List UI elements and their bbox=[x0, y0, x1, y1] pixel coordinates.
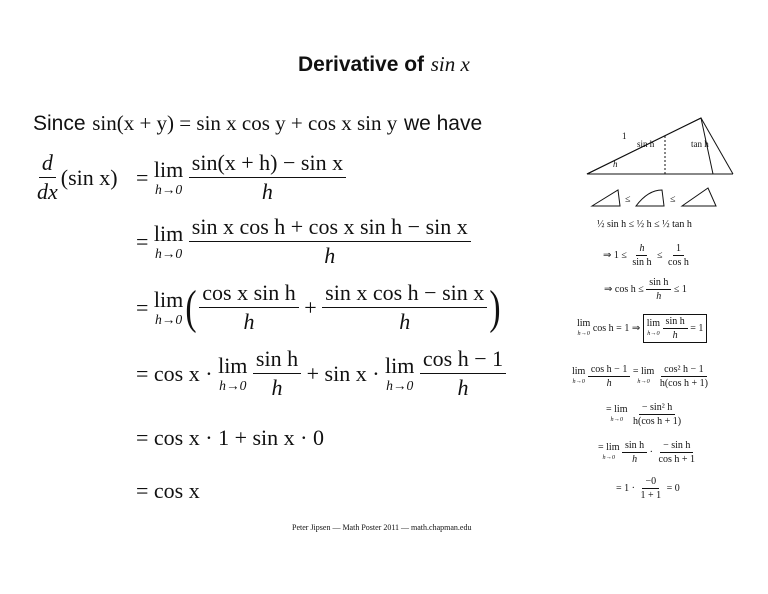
step-6: = cos x bbox=[136, 478, 200, 503]
step1-fraction: $\frac{\text{sin(x + h) − sin x}}{h}$ bbox=[189, 150, 346, 205]
unit-circle-triangle-diagram bbox=[585, 114, 735, 178]
intro-we-have: we have bbox=[403, 112, 483, 135]
le-sign-2: ≤ bbox=[670, 194, 676, 205]
footer-credit: Peter Jipsen — Math Poster 2011 — math.chapman.edu bbox=[292, 523, 472, 532]
lim-operator: lim h→0 bbox=[153, 156, 184, 197]
cos-limit-line-3: = lim h→0 $\frac{\text{sin h}}{h}$ · $\frac{\text{− sin h}}{\text{cos h + 1}}$ bbox=[598, 440, 695, 465]
area-shapes bbox=[590, 186, 720, 208]
step2-fraction: $\frac{\text{sin x cos h + cos x sin h − sin x}}{h}$ bbox=[189, 214, 471, 269]
eq-sign: = bbox=[136, 228, 149, 254]
inequality-2: ⇒ 1 ≤ $\frac{h}{\text{sin h}}$ ≤ $\frac{1}{\text{cos h}}$ bbox=[603, 243, 689, 268]
eq-sign: = bbox=[136, 164, 149, 190]
left-paren: ( bbox=[185, 280, 197, 334]
lhs-den: dx bbox=[37, 179, 58, 204]
lim-operator: lim h→0 bbox=[153, 220, 184, 261]
page-title bbox=[298, 52, 470, 77]
intro-identity: sin(x + y) = sin x cos y + cos x sin y bbox=[92, 111, 398, 135]
lim-operator: lim h→0 bbox=[385, 352, 415, 393]
step4-fraction-a: $\frac{\text{sin h}}{h}$ bbox=[253, 346, 301, 401]
step-2 bbox=[136, 214, 471, 269]
cos-limit-line-2: = lim h→0 $\frac{\text{− sin² h}}{\text{h(cos h + 1)}}$ bbox=[606, 402, 682, 427]
eq-sign: = bbox=[136, 360, 149, 386]
title-math: sin x bbox=[430, 52, 470, 76]
inequality-3: ⇒ cos h ≤ $\frac{\text{sin h}}{h}$ ≤ 1 bbox=[604, 277, 687, 302]
derivative-lhs bbox=[34, 150, 118, 205]
tri-label-hyp: 1 bbox=[622, 131, 627, 141]
step3-fraction-a: $\frac{\text{cos x sin h}}{h}$ bbox=[199, 280, 299, 335]
large-triangle bbox=[682, 188, 716, 206]
step-3: = lim h→0 ( $\frac{\text{cos x sin h}}{h}$ + $\frac{\text{sin x cos h − sin x}}{h}$ ) bbox=[136, 280, 501, 334]
lhs-num: d bbox=[39, 150, 56, 178]
le-sign-1: ≤ bbox=[625, 194, 631, 205]
lhs-tail: (sin x) bbox=[60, 164, 118, 190]
tri-label-angle: h bbox=[613, 159, 618, 169]
tri-label-opp: sin h bbox=[637, 139, 655, 149]
sector-shape bbox=[636, 190, 664, 206]
step4-fraction-b: $\frac{\text{cos h − 1}}{h}$ bbox=[420, 346, 506, 401]
lim-operator: lim h→0 bbox=[153, 286, 184, 327]
intro-since: Since bbox=[33, 112, 86, 135]
tri-label-tan: tan h bbox=[691, 139, 709, 149]
step-5: = cos x · 1 + sin x · 0 bbox=[136, 425, 324, 450]
eq-sign: = bbox=[136, 294, 149, 320]
step-4: = cos x · lim h→0 $\frac{\text{sin h}}{h}$ + sin x · lim h→0 $\frac{\text{cos h − 1}}{h}$ bbox=[136, 346, 506, 401]
lim-operator: lim h→0 bbox=[218, 352, 248, 393]
lhs-fraction bbox=[34, 150, 61, 205]
cos-limit-line-4: = 1 · $\frac{-0}{1 + 1}$ = 0 bbox=[616, 476, 680, 501]
step3-fraction-b: $\frac{\text{sin x cos h − sin x}}{h}$ bbox=[322, 280, 487, 335]
title-text: Derivative of bbox=[298, 53, 425, 76]
intro-line bbox=[33, 111, 482, 136]
area-inequality: ½ sin h ≤ ½ h ≤ ½ tan h bbox=[597, 219, 692, 230]
right-paren: ) bbox=[489, 280, 501, 334]
boxed-limit-line: lim h→0 cos h = 1 ⇒ lim h→0 $\frac{\text{sin h}}{h}$ = 1 bbox=[577, 314, 707, 343]
boxed-result: lim h→0 $\frac{\text{sin h}}{h}$ = 1 bbox=[643, 314, 708, 343]
step-1 bbox=[136, 150, 346, 205]
cos-limit-line-1: lim h→0 $\frac{\text{cos h − 1}}{h}$ = lim h→0 $\frac{\text{cos² h − 1}}{\text{h(cos h + 1)}}$ bbox=[572, 364, 708, 389]
small-triangle bbox=[592, 190, 620, 206]
